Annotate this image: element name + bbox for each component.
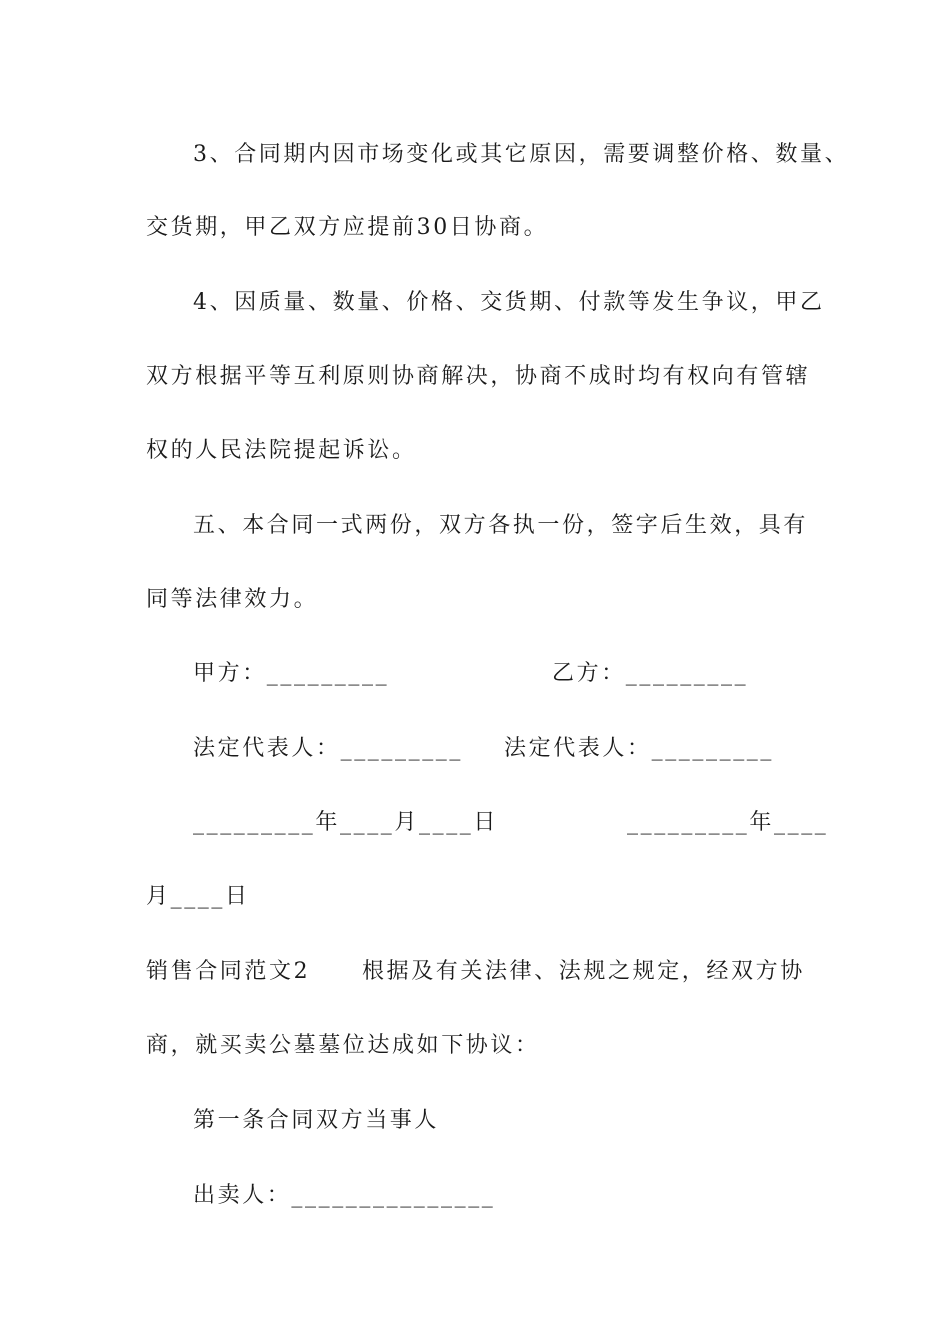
legal-rep-a: 法定代表人：_________ — [193, 736, 464, 761]
section-intro-line: 根据及有关法律、法规之规定，经双方协 — [362, 959, 805, 984]
paragraph-line: 3、合同期内因市场变化或其它原因，需要调整价格、数量、 — [193, 142, 850, 167]
paragraph-line: 五、本合同一式两份，双方各执一份，签字后生效，具有 — [193, 513, 809, 538]
party-b-signature: 乙方：_________ — [552, 661, 749, 686]
paragraph-line: 交货期，甲乙双方应提前30日协商。 — [146, 215, 549, 240]
date-b-part1: _________年____ — [627, 810, 829, 835]
section-heading: 销售合同范文2 — [146, 959, 311, 984]
date-a: _________年____月____日 — [193, 810, 499, 835]
legal-rep-b: 法定代表人：_________ — [504, 736, 775, 761]
paragraph-line: 权的人民法院提起诉讼。 — [146, 438, 417, 463]
paragraph-line: 同等法律效力。 — [146, 587, 319, 612]
party-a-signature: 甲方：_________ — [193, 661, 390, 686]
date-b-part2: 月____日 — [146, 884, 250, 909]
paragraph-line: 4、因质量、数量、价格、交货期、付款等发生争议，甲乙 — [193, 290, 825, 315]
seller-field: 出卖人：_______________ — [193, 1183, 496, 1208]
article-heading: 第一条合同双方当事人 — [193, 1108, 440, 1133]
section-intro-line: 商，就买卖公墓墓位达成如下协议： — [146, 1033, 540, 1058]
paragraph-line: 双方根据平等互利原则协商解决，协商不成时均有权向有管辖 — [146, 364, 811, 389]
